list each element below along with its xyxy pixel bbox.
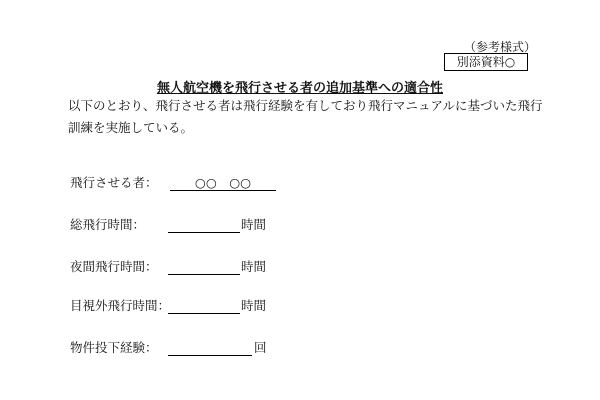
intro-paragraph: 以下のとおり、飛行させる者は飛行経験を有しており飛行マニュアルに基づいた飛行訓練を実施している。 — [68, 98, 543, 135]
reference-style-label: （参考様式） — [464, 40, 537, 54]
attachment-label-box: 別添資料○ — [444, 53, 528, 71]
field-label: 夜間飛行時間： — [70, 259, 158, 274]
field-label: 物件投下経験： — [70, 340, 158, 355]
field-unit: 時間 — [241, 217, 267, 232]
field-unit: 回 — [254, 340, 267, 355]
night-flight-time-value[interactable] — [168, 258, 240, 275]
field-unit: 時間 — [241, 259, 267, 274]
field-label: 目視外飛行時間： — [70, 298, 171, 313]
field-label: 総飛行時間： — [70, 217, 146, 232]
drop-experience-value[interactable] — [168, 339, 252, 356]
total-flight-time-value[interactable] — [168, 216, 240, 233]
document-title: 無人航空機を飛行させる者の追加基準への適合性 — [156, 81, 443, 96]
field-label: 飛行させる者： — [70, 175, 158, 190]
field-unit: 時間 — [241, 298, 267, 313]
pilot-name-value[interactable]: ○○ ○○ — [170, 174, 276, 191]
bvlos-flight-time-value[interactable] — [168, 297, 240, 314]
